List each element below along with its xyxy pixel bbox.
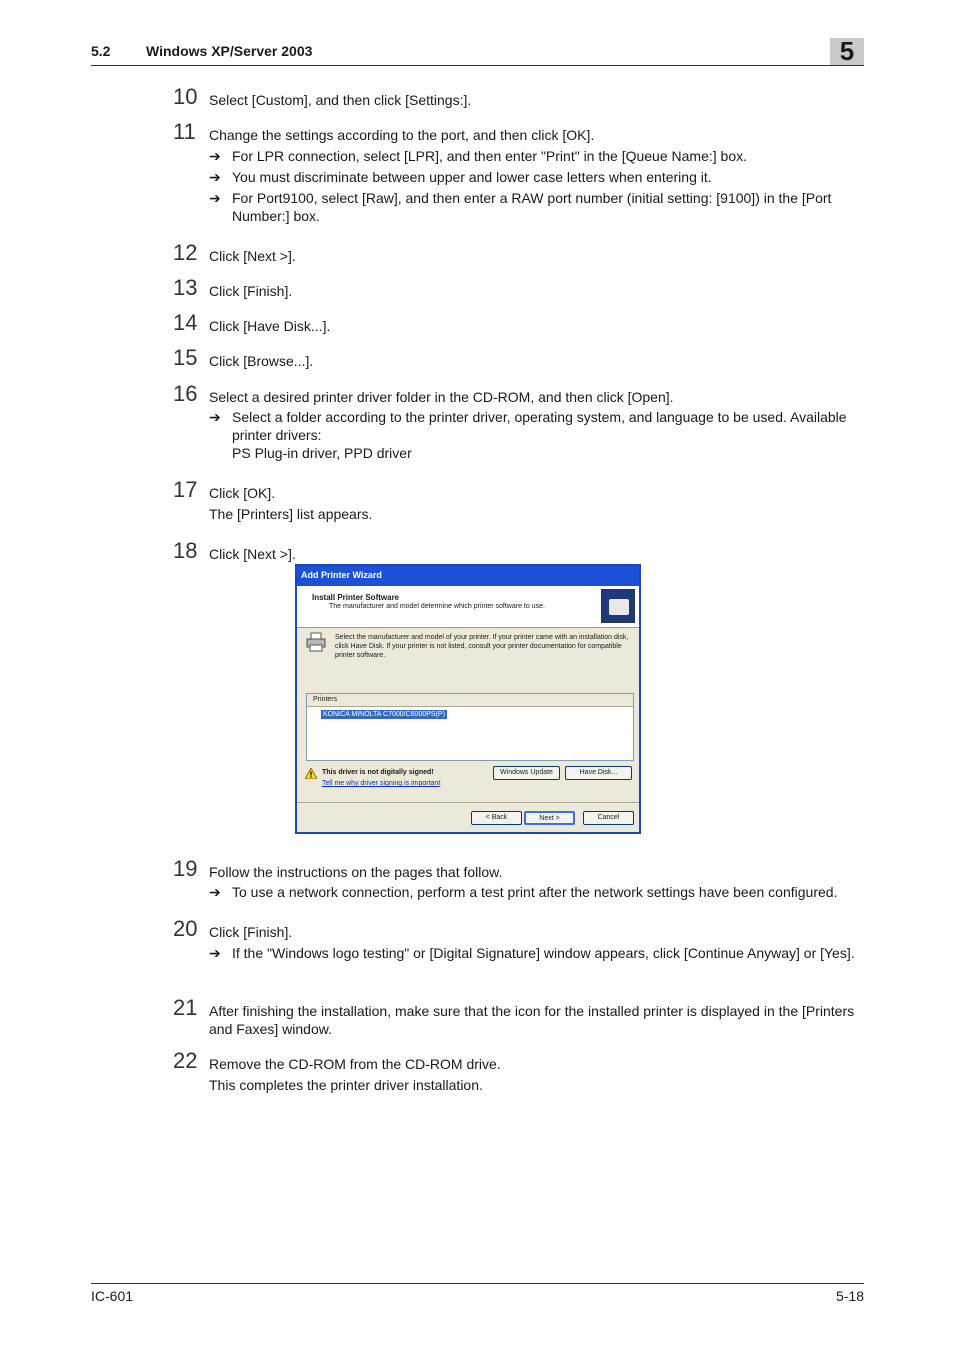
step-number: 15 bbox=[173, 345, 198, 370]
step-number: 20 bbox=[173, 916, 198, 941]
step-number: 17 bbox=[173, 477, 198, 502]
step-text: Remove the CD-ROM from the CD-ROM drive. bbox=[209, 1056, 501, 1072]
step-text: Click [Next >]. bbox=[209, 248, 296, 264]
step-text: Click [Browse...]. bbox=[209, 353, 314, 369]
arrow-icon: ➔ bbox=[209, 884, 221, 900]
step-number: 21 bbox=[173, 995, 198, 1020]
list-item[interactable]: KONICA MINOLTA C7000/C6000PS(P) bbox=[323, 711, 445, 718]
next-button[interactable]: Next > bbox=[524, 811, 575, 825]
step-text: After finishing the installation, make sure that the icon for the installed printer is displayed in the [Printers and Faxes] window. bbox=[209, 1003, 855, 1037]
add-printer-wizard-dialog bbox=[295, 564, 641, 834]
note-text: You must discriminate between upper and lower case letters when entering it. bbox=[232, 169, 712, 185]
section-number: 5.2 bbox=[91, 43, 111, 59]
arrow-icon: ➔ bbox=[209, 169, 221, 185]
warning-text: This driver is not digitally signed! bbox=[322, 769, 434, 776]
dialog-header-subtitle: The manufacturer and model determine which printer software to use. bbox=[329, 603, 545, 610]
dialog-title: Add Printer Wizard bbox=[297, 566, 639, 586]
note-text: Select a folder according to the printer driver, operating system, and language to be used. Available printer drivers: bbox=[232, 409, 847, 443]
note bbox=[209, 944, 865, 962]
step-number: 11 bbox=[173, 119, 196, 144]
page-header bbox=[91, 36, 864, 66]
step-number: 14 bbox=[173, 310, 198, 335]
note-text: For Port9100, select [Raw], and then enter a RAW port number (initial setting: [9100]) in the [Port Number:] box. bbox=[232, 190, 832, 224]
have-disk-button[interactable]: Have Disk... bbox=[565, 766, 632, 780]
section-title: Windows XP/Server 2003 bbox=[146, 43, 313, 59]
step-text: Click [Have Disk...]. bbox=[209, 318, 331, 334]
step-number: 13 bbox=[173, 275, 198, 300]
step-number: 10 bbox=[173, 84, 198, 109]
note-text: To use a network connection, perform a test print after the network settings have been configured. bbox=[232, 884, 838, 900]
step-result: The [Printers] list appears. bbox=[209, 506, 373, 522]
driver-list-text: PS Plug-in driver, PPD driver bbox=[232, 445, 412, 461]
note bbox=[209, 883, 865, 901]
warning-icon bbox=[305, 768, 317, 779]
step-text: Click [Next >]. bbox=[209, 546, 296, 562]
arrow-icon: ➔ bbox=[209, 190, 221, 206]
arrow-icon: ➔ bbox=[209, 148, 221, 164]
step-text: Change the settings according to the port, and then click [OK]. bbox=[209, 127, 595, 143]
page-footer bbox=[91, 1283, 864, 1309]
step-text: Click [OK]. bbox=[209, 485, 276, 501]
dialog-header-title: Install Printer Software bbox=[312, 593, 400, 602]
step-number: 18 bbox=[173, 538, 198, 563]
arrow-icon: ➔ bbox=[209, 409, 221, 425]
note-text: If the "Windows logo testing" or [Digital Signature] window appears, click [Continue Anyway] or [Yes]. bbox=[232, 945, 855, 961]
step-number: 22 bbox=[173, 1048, 198, 1073]
printer-wizard-icon bbox=[601, 589, 635, 623]
dialog-header bbox=[297, 586, 639, 628]
step-number: 19 bbox=[173, 856, 198, 881]
note bbox=[209, 189, 865, 225]
step-number: 12 bbox=[173, 240, 198, 265]
step-text: Follow the instructions on the pages that follow. bbox=[209, 864, 503, 880]
step-text: Select [Custom], and then click [Settings:]. bbox=[209, 92, 472, 108]
divider bbox=[297, 802, 639, 803]
note bbox=[209, 147, 865, 165]
step-number: 16 bbox=[173, 381, 198, 406]
step-text: Click [Finish]. bbox=[209, 924, 293, 940]
step-result: This completes the printer driver installation. bbox=[209, 1077, 483, 1093]
list-header: Printers bbox=[307, 694, 633, 707]
note bbox=[209, 168, 865, 186]
note-text: For LPR connection, select [LPR], and then enter "Print" in the [Queue Name:] box. bbox=[232, 148, 747, 164]
step-text: Select a desired printer driver folder in the CD-ROM, and then click [Open]. bbox=[209, 389, 674, 405]
note bbox=[209, 408, 865, 462]
step-text: Click [Finish]. bbox=[209, 283, 293, 299]
driver-signing-link[interactable]: Tell me why driver signing is important bbox=[322, 780, 441, 787]
printer-icon bbox=[306, 632, 326, 652]
cancel-button[interactable]: Cancel bbox=[583, 811, 634, 825]
product-code: IC-601 bbox=[91, 1288, 134, 1304]
chapter-badge: 5 bbox=[830, 38, 864, 65]
windows-update-button[interactable]: Windows Update bbox=[493, 766, 560, 780]
dialog-description: Select the manufacturer and model of your printer. If your printer came with an installation disk, click Have Disk. If your printer is not listed, consult your printer documentation for compatible printer software. bbox=[335, 634, 629, 659]
arrow-icon: ➔ bbox=[209, 945, 221, 961]
back-button[interactable]: < Back bbox=[471, 811, 522, 825]
page-number: 5-18 bbox=[835, 1288, 864, 1304]
printers-list[interactable] bbox=[306, 693, 634, 761]
